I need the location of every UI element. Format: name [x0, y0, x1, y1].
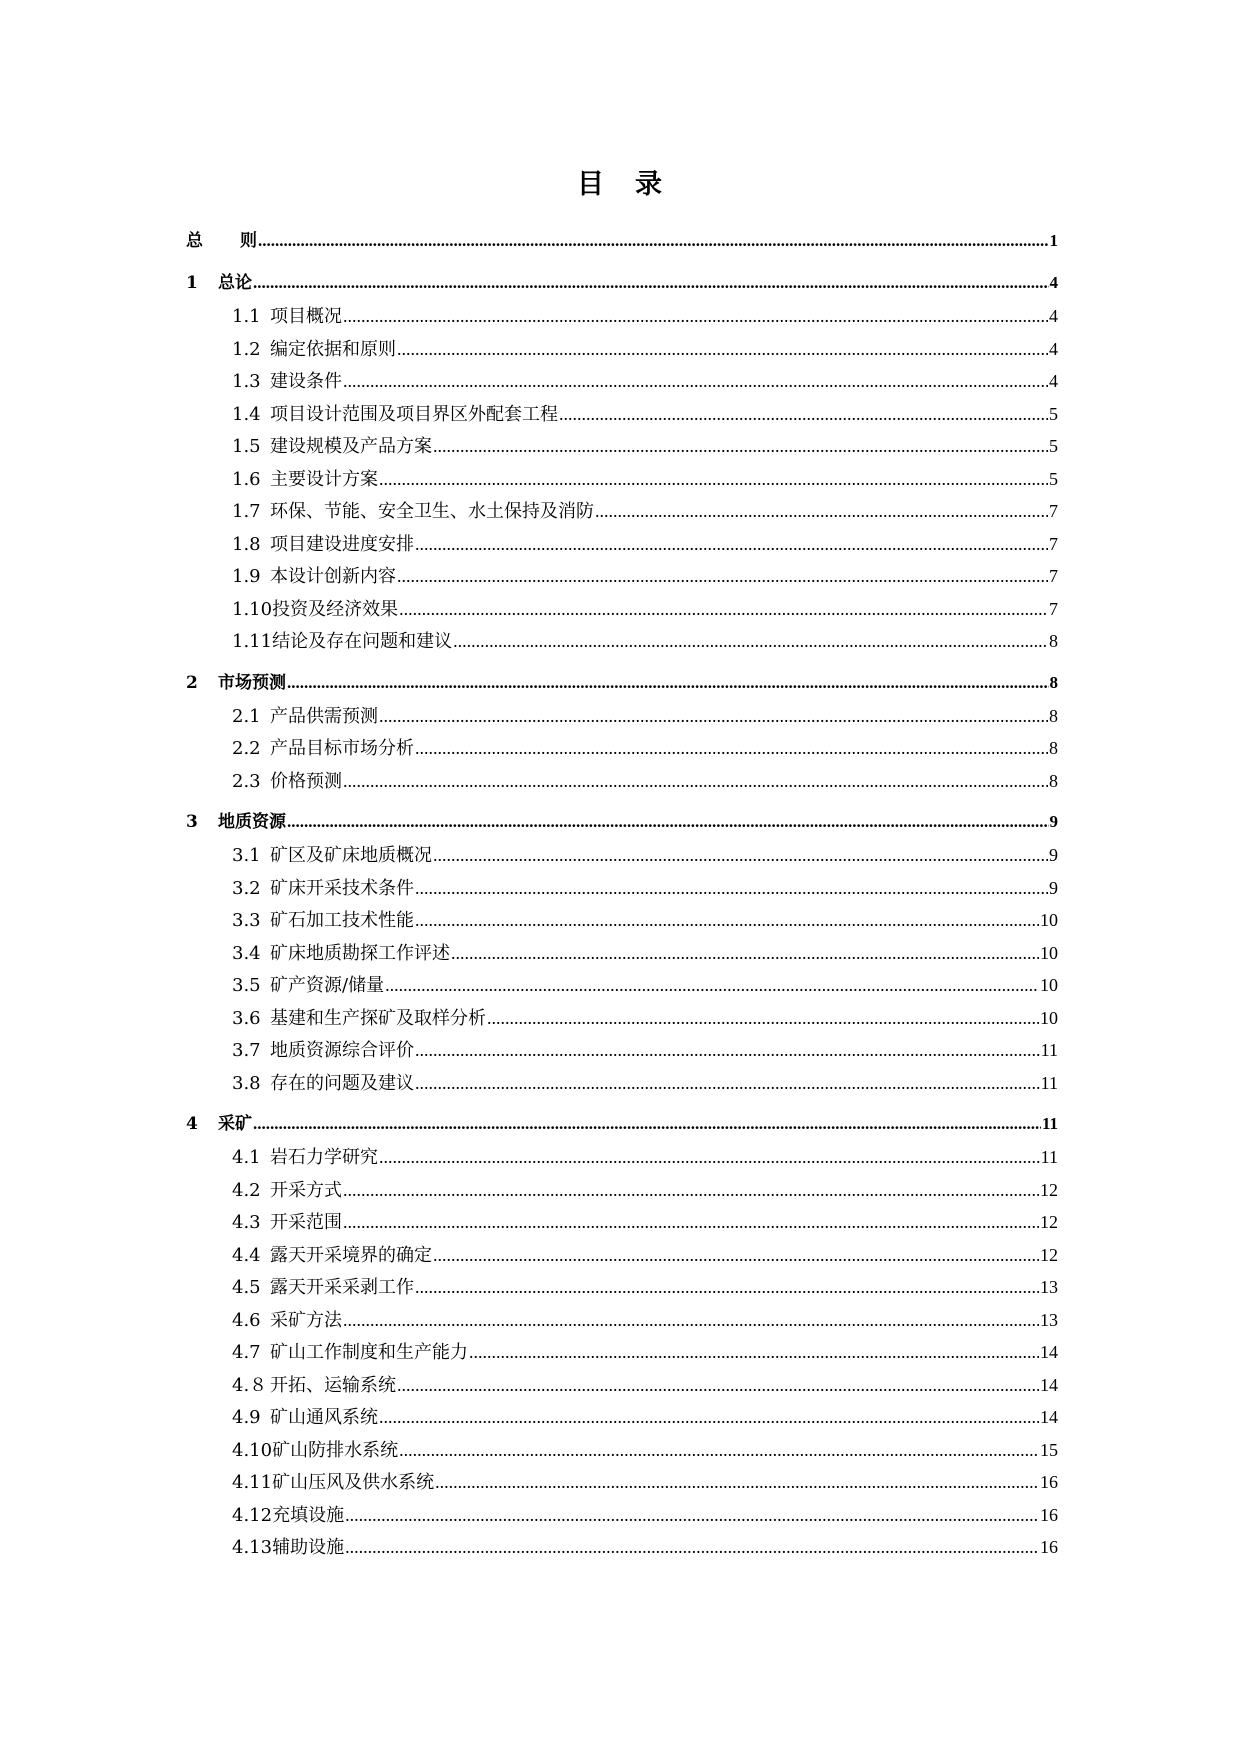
toc-section-entry[interactable]: [186, 430, 1058, 463]
toc-section-entry[interactable]: [186, 700, 1058, 733]
toc-entry-label: [232, 431, 432, 463]
toc-entry-label: [232, 701, 378, 733]
toc-entry-number: 1.5: [232, 436, 261, 457]
toc-entry-number: 3.5: [232, 975, 261, 996]
toc-dot-leader: [343, 1304, 1039, 1337]
toc-entry-number: 1.2: [232, 338, 261, 360]
toc-entry-title: 结论及存在问题和建议: [272, 631, 453, 652]
toc-dot-leader: [415, 528, 1048, 561]
toc-entry-title: 项目建设进度安排: [270, 533, 414, 555]
toc-entry-number: 1.8: [232, 533, 261, 555]
toc-entry-title: 矿山防排水系统: [272, 1439, 399, 1461]
toc-entry-title: 本设计创新内容: [270, 566, 396, 587]
toc-entry-title: 采矿: [218, 1114, 252, 1134]
toc-page-number: 11: [1041, 1114, 1058, 1133]
toc-page-number: 7: [1049, 566, 1058, 586]
toc-entry-number: 1.6: [232, 468, 261, 490]
toc-entry-label: [232, 1272, 414, 1304]
toc-entry-label: [232, 766, 342, 798]
toc-entry-number: 4.８: [232, 1374, 268, 1396]
toc-page-number: 8: [1049, 705, 1058, 726]
toc-entry-number: 4.10: [232, 1439, 273, 1461]
toc-page-number: 10: [1040, 910, 1058, 930]
toc-dot-leader: [343, 365, 1048, 398]
toc-entry-title: 露天开采境界的确定: [270, 1244, 432, 1266]
toc-dot-leader: [415, 1271, 1039, 1304]
toc-entry-title: 产品目标市场分析: [270, 738, 414, 759]
toc-entry-number: 1.9: [232, 566, 261, 587]
toc-entry-number: 2.2: [232, 738, 261, 759]
toc-page-number: 8: [1049, 631, 1058, 651]
toc-section-entry[interactable]: [186, 839, 1058, 872]
toc-section-entry[interactable]: [186, 1239, 1058, 1272]
toc-entry-title: 开拓、运输系统: [270, 1374, 396, 1396]
toc-entry-label: [232, 1435, 398, 1467]
toc-entry-number: 4.7: [232, 1342, 261, 1363]
table-of-contents: [186, 224, 1058, 1564]
toc-dot-leader: [415, 732, 1048, 765]
toc-entry-number: 2.1: [232, 705, 261, 727]
toc-page-number: 13: [1040, 1309, 1058, 1330]
toc-page-number: 1: [1049, 231, 1058, 250]
toc-dot-leader: [559, 398, 1048, 431]
toc-page-number: 9: [1049, 877, 1058, 898]
toc-entry-title: 矿床开采技术条件: [270, 877, 414, 899]
toc-entry-label: [232, 366, 342, 398]
toc-entry-label: [232, 594, 398, 626]
toc-entry-title: 建设规模及产品方案: [270, 436, 432, 457]
toc-dot-leader: [451, 937, 1039, 970]
toc-section-entry[interactable]: [186, 872, 1058, 905]
toc-entry-title: 地质资源: [218, 812, 286, 832]
toc-entry-title: 矿区及矿床地质概况: [270, 845, 432, 866]
toc-page-number: 8: [1049, 738, 1058, 758]
toc-entry-title: 矿床地质勘探工作评述: [270, 942, 450, 964]
toc-page-number: 4: [1049, 371, 1058, 391]
toc-page-number: 4: [1049, 273, 1058, 292]
toc-section-entry[interactable]: [186, 333, 1058, 366]
toc-section-entry[interactable]: [186, 1401, 1058, 1434]
toc-section-entry[interactable]: [186, 560, 1058, 593]
toc-entry-number: 4.9: [232, 1407, 261, 1428]
toc-entry-number: 3.3: [232, 910, 261, 931]
toc-entry-title: 岩石力学研究: [270, 1147, 378, 1168]
toc-section-entry[interactable]: [186, 1369, 1058, 1402]
toc-section-entry[interactable]: [186, 1067, 1058, 1100]
toc-section-entry[interactable]: [186, 765, 1058, 798]
toc-chapter-entry[interactable]: [186, 266, 1058, 300]
toc-dot-leader: [379, 463, 1048, 496]
toc-entry-label: [186, 805, 286, 839]
toc-entry-title: 矿山工作制度和生产能力: [270, 1342, 468, 1363]
toc-entry-title: 矿山压风及供水系统: [272, 1472, 435, 1493]
toc-dot-leader: [399, 593, 1048, 626]
toc-page-number: 9: [1049, 845, 1058, 865]
toc-entry-label: [232, 873, 414, 905]
toc-entry-number: 4.11: [232, 1472, 273, 1493]
toc-section-entry[interactable]: [186, 1174, 1058, 1207]
toc-dot-leader: [453, 625, 1048, 658]
toc-entry-number: 3.6: [232, 1007, 261, 1029]
toc-dot-leader: [379, 1141, 1040, 1174]
toc-entry-number: 2: [186, 672, 198, 693]
toc-entry-label: [232, 1337, 468, 1369]
toc-entry-number: 2.3: [232, 770, 261, 792]
toc-dot-leader: [415, 1034, 1040, 1067]
toc-page-number: 4: [1049, 338, 1058, 359]
toc-page-number: 5: [1049, 468, 1058, 489]
toc-chapter-entry[interactable]: [186, 805, 1058, 839]
toc-entry-label: [232, 301, 342, 333]
toc-entry-label: [232, 1175, 342, 1207]
toc-page-number: 5: [1049, 403, 1058, 424]
toc-page-number: 8: [1049, 672, 1058, 692]
toc-entry-title: 项目概况: [270, 306, 342, 327]
toc-page-number: 16: [1040, 1472, 1058, 1492]
toc-entry-number: 4.4: [232, 1244, 261, 1266]
toc-page-number: 14: [1040, 1407, 1058, 1427]
toc-dot-leader: [379, 1401, 1039, 1434]
toc-entry-title: 编定依据和原则: [270, 338, 396, 360]
toc-dot-leader: [415, 1067, 1040, 1100]
toc-dot-leader: [253, 1107, 1041, 1141]
toc-page-number: 4: [1049, 306, 1058, 326]
toc-entry-title: 环保、节能、安全卫生、水土保持及消防: [270, 501, 594, 522]
toc-dot-leader: [345, 1499, 1039, 1532]
toc-entry-title: 市场预测: [218, 672, 286, 693]
toc-section-entry[interactable]: [186, 1499, 1058, 1532]
toc-dot-leader: [433, 839, 1048, 872]
toc-entry-label: [232, 496, 594, 528]
toc-dot-leader: [433, 430, 1048, 463]
toc-entry-label: [232, 938, 450, 970]
toc-entry-title: 项目设计范围及项目界区外配套工程: [270, 403, 558, 425]
toc-section-entry[interactable]: [186, 495, 1058, 528]
toc-dot-leader: [287, 666, 1049, 700]
toc-section-entry[interactable]: [186, 625, 1058, 658]
toc-section-entry[interactable]: [186, 1002, 1058, 1035]
toc-dot-leader: [595, 495, 1048, 528]
toc-entry-title: 开采方式: [270, 1179, 342, 1201]
toc-entry-label: [232, 1370, 396, 1402]
toc-entry-number: 4.3: [232, 1212, 261, 1233]
toc-chapter-entry[interactable]: [186, 666, 1058, 700]
toc-entry-title: 基建和生产探矿及取样分析: [270, 1007, 486, 1029]
toc-section-entry[interactable]: [186, 1034, 1058, 1067]
toc-dot-leader: [343, 1206, 1039, 1239]
toc-entry-label: [232, 399, 558, 431]
toc-entry-label: [186, 266, 252, 300]
toc-entry-number: 3.4: [232, 942, 261, 964]
toc-dot-leader: [469, 1336, 1039, 1369]
toc-entry-label: [232, 1402, 378, 1434]
toc-page-number: 7: [1049, 598, 1058, 619]
toc-entry-number: 3.8: [232, 1072, 261, 1094]
toc-entry-title: 露天开采采剥工作: [270, 1277, 414, 1298]
toc-entry-title: 则: [240, 231, 257, 251]
toc-entry-number: 4.5: [232, 1277, 261, 1298]
toc-entry-label: [232, 905, 414, 937]
toc-entry-label: [232, 840, 432, 872]
toc-page-number: 12: [1040, 1212, 1058, 1232]
toc-entry-label: [232, 970, 384, 1002]
toc-page-number: 12: [1040, 1179, 1058, 1200]
toc-entry-title: 建设条件: [270, 371, 342, 392]
toc-dot-leader: [287, 805, 1049, 839]
toc-entry-number: 1: [186, 273, 198, 293]
toc-entry-label: [232, 1305, 342, 1337]
toc-entry-label: [232, 1068, 414, 1100]
toc-section-entry[interactable]: [186, 904, 1058, 937]
toc-page-number: 7: [1049, 501, 1058, 521]
toc-page-number: 16: [1040, 1504, 1058, 1525]
toc-dot-leader: [397, 1369, 1039, 1402]
toc-entry-title: 开采范围: [270, 1212, 342, 1233]
toc-entry-label: [232, 626, 452, 658]
toc-section-entry[interactable]: [186, 463, 1058, 496]
toc-entry-number: 1.10: [232, 598, 273, 620]
toc-entry-label: [186, 1107, 252, 1141]
toc-chapter-entry[interactable]: [186, 224, 1058, 258]
toc-entry-label: [232, 1240, 432, 1272]
toc-dot-leader: [379, 700, 1048, 733]
toc-dot-leader: [399, 1434, 1039, 1467]
toc-page-number: 10: [1040, 975, 1058, 995]
toc-page-number: 14: [1040, 1374, 1058, 1395]
toc-entry-label: [232, 464, 378, 496]
toc-page-number: 16: [1040, 1537, 1058, 1557]
toc-dot-leader: [487, 1002, 1039, 1035]
toc-entry-label: [186, 224, 257, 258]
toc-dot-leader: [343, 300, 1048, 333]
toc-section-entry[interactable]: [186, 1336, 1058, 1369]
toc-entry-label: [232, 1142, 378, 1174]
toc-dot-leader: [258, 224, 1049, 258]
toc-entry-label: [186, 666, 286, 700]
toc-dot-leader: [435, 1466, 1039, 1499]
toc-section-entry[interactable]: [186, 593, 1058, 626]
toc-entry-title: 矿产资源/储量: [270, 975, 385, 996]
toc-entry-label: [232, 1532, 344, 1564]
toc-section-entry[interactable]: [186, 398, 1058, 431]
toc-entry-number: 3.2: [232, 877, 261, 899]
toc-page-number: 15: [1040, 1439, 1058, 1460]
toc-page-number: 11: [1040, 1072, 1058, 1093]
toc-dot-leader: [415, 872, 1048, 905]
toc-dot-leader: [385, 969, 1039, 1002]
toc-dot-leader: [343, 765, 1048, 798]
toc-dot-leader: [433, 1239, 1039, 1272]
toc-entry-label: [232, 1467, 434, 1499]
toc-section-entry[interactable]: [186, 732, 1058, 765]
toc-entry-number: 1.1: [232, 306, 261, 327]
toc-entry-number: 4: [186, 1114, 198, 1134]
toc-page-number: 5: [1049, 436, 1058, 456]
toc-page-number: 11: [1040, 1147, 1058, 1167]
toc-section-entry[interactable]: [186, 365, 1058, 398]
toc-page-number: 12: [1040, 1244, 1058, 1265]
toc-entry-label: [232, 1500, 344, 1532]
toc-chapter-entry[interactable]: [186, 1107, 1058, 1141]
toc-page-number: 11: [1040, 1040, 1058, 1060]
toc-section-entry[interactable]: [186, 300, 1058, 333]
toc-entry-label: [232, 1035, 414, 1067]
toc-entry-title: 投资及经济效果: [272, 598, 399, 620]
toc-entry-number: 4.13: [232, 1537, 273, 1558]
toc-entry-title: 充填设施: [272, 1504, 345, 1526]
toc-section-entry[interactable]: [186, 1271, 1058, 1304]
toc-entry-number: 3: [186, 812, 198, 832]
toc-entry-number: 总: [186, 231, 203, 251]
toc-page-number: 14: [1040, 1342, 1058, 1362]
toc-section-entry[interactable]: [186, 1206, 1058, 1239]
toc-entry-label: [232, 1003, 486, 1035]
toc-dot-leader: [415, 904, 1039, 937]
toc-dot-leader: [397, 333, 1048, 366]
toc-page-number: 9: [1049, 812, 1058, 831]
toc-entry-number: 1.4: [232, 403, 261, 425]
toc-entry-title: 存在的问题及建议: [270, 1072, 414, 1094]
toc-dot-leader: [345, 1531, 1039, 1564]
toc-entry-title: 矿山通风系统: [270, 1407, 378, 1428]
toc-entry-title: 价格预测: [270, 770, 342, 792]
toc-section-entry[interactable]: [186, 1141, 1058, 1174]
toc-section-entry[interactable]: [186, 937, 1058, 970]
toc-section-entry[interactable]: [186, 1466, 1058, 1499]
toc-entry-number: 4.2: [232, 1179, 261, 1201]
toc-page-number: 7: [1049, 533, 1058, 554]
toc-page-number: 8: [1049, 770, 1058, 791]
toc-entry-label: [232, 334, 396, 366]
toc-entry-number: 1.11: [232, 631, 273, 652]
toc-entry-title: 主要设计方案: [270, 468, 378, 490]
toc-entry-number: 4.1: [232, 1147, 261, 1168]
toc-dot-leader: [253, 266, 1049, 300]
toc-entry-number: 1.7: [232, 501, 261, 522]
toc-section-entry[interactable]: [186, 1304, 1058, 1337]
toc-entry-label: [232, 529, 414, 561]
toc-section-entry[interactable]: [186, 969, 1058, 1002]
toc-entry-title: 采矿方法: [270, 1309, 342, 1331]
toc-page-number: 10: [1040, 1007, 1058, 1028]
toc-entry-label: [232, 561, 396, 593]
toc-title: 目 录: [577, 169, 664, 200]
toc-dot-leader: [397, 560, 1048, 593]
toc-entry-number: 4.12: [232, 1504, 273, 1526]
toc-entry-label: [232, 733, 414, 765]
toc-page-number: 13: [1040, 1277, 1058, 1297]
toc-section-entry[interactable]: [186, 1434, 1058, 1467]
toc-entry-title: 地质资源综合评价: [270, 1040, 414, 1061]
toc-section-entry[interactable]: [186, 528, 1058, 561]
toc-entry-title: 矿石加工技术性能: [270, 910, 414, 931]
toc-entry-label: [232, 1207, 342, 1239]
toc-entry-title: 产品供需预测: [270, 705, 378, 727]
toc-entry-number: 3.7: [232, 1040, 261, 1061]
toc-section-entry[interactable]: [186, 1531, 1058, 1564]
toc-entry-number: 4.6: [232, 1309, 261, 1331]
toc-entry-number: 1.3: [232, 371, 261, 392]
toc-page-number: 10: [1040, 942, 1058, 963]
toc-entry-title: 辅助设施: [272, 1537, 345, 1558]
toc-entry-title: 总论: [218, 273, 252, 293]
toc-entry-number: 3.1: [232, 845, 261, 866]
toc-dot-leader: [343, 1174, 1039, 1207]
